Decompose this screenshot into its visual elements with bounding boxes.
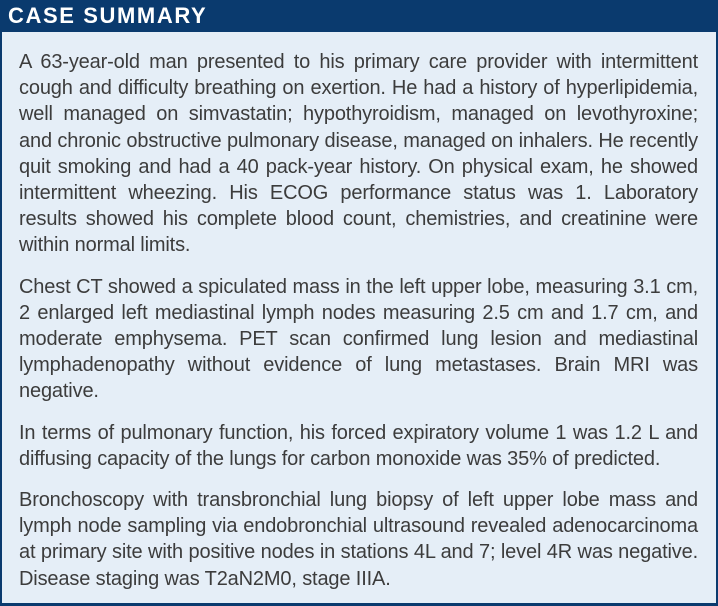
paragraph-biopsy-staging: Bronchoscopy with transbronchial lung biopsy of left upper lobe mass and lymph node sampling via endobronchial ultrasound revealed adenocarcinoma at primary site with positive nodes in stations 4L and 7; level 4R was negative. Disease staging was T2aN2M0, stage IIIA. bbox=[19, 489, 698, 590]
case-summary-body bbox=[0, 32, 718, 606]
paragraph-pulmonary-function: In terms of pulmonary function, his forced expiratory volume 1 was 1.2 L and diffusing capacity of the lungs for carbon monoxide was 35% of predicted. bbox=[19, 421, 698, 470]
paragraph-imaging-findings: Chest CT showed a spiculated mass in the left upper lobe, measuring 3.1 cm, 2 enlarged left mediastinal lymph nodes measuring 2.5 cm and 1.7 cm, and moderate emphysema. PET scan confirmed lung lesion and mediastinal lymphadenopathy without evidence of lung metastases. Brain MRI was negative. bbox=[19, 275, 698, 403]
paragraph-patient-history: A 63-year-old man presented to his primary care provider with intermittent cough and difficulty breathing on exertion. He had a history of hyperlipidemia, well managed on simvastatin; hypothyroidism, managed on levothyroxine; and chronic obstructive pulmonary disease, managed on inhalers. He recently quit smoking and had a 40 pack-year history. On physical exam, he showed intermittent wheezing. His ECOG performance status was 1. Laboratory results showed his complete blood count, chemistries, and creatinine were within normal limits. bbox=[19, 51, 698, 257]
case-summary-header bbox=[0, 0, 718, 32]
case-summary-title: CASE SUMMARY bbox=[8, 3, 208, 28]
